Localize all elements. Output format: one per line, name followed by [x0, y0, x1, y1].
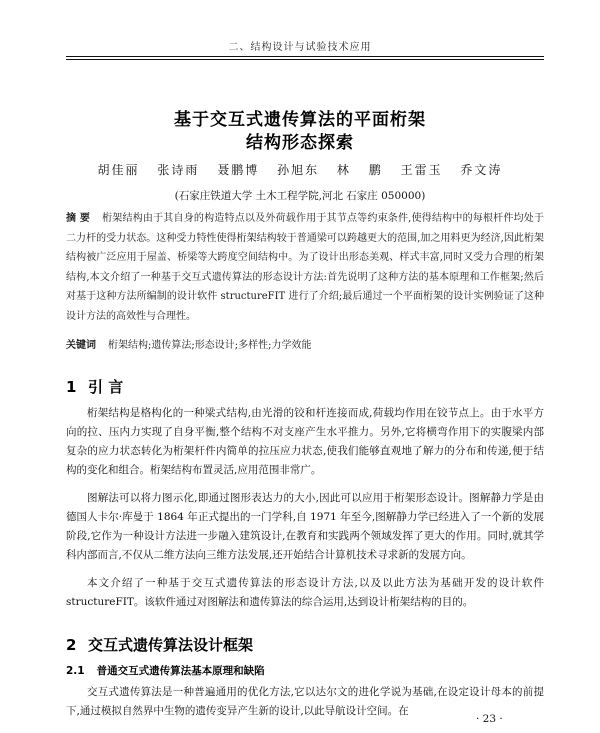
keywords	[66, 336, 544, 351]
running-head: 二、结构设计与试验技术应用	[228, 42, 372, 53]
section-heading-introduction	[66, 376, 123, 397]
section-number: 1	[66, 378, 77, 396]
subsection-number: 2.1	[66, 665, 85, 677]
intro-paragraph-3: 本文介绍了一种基于交互式遗传算法的形态设计方法,以及以此方法为基础开发的设计软件 structureFIT。该软件通过对图解法和遗传算法的综合运用,达到设计桁架结构的目的。	[66, 577, 544, 608]
keywords-label: 关键词	[66, 340, 96, 351]
author: 王雷玉	[400, 163, 443, 177]
section-title: 引 言	[88, 378, 124, 396]
page-number: · 23 ·	[476, 713, 503, 725]
author: 林 鹏	[336, 163, 383, 177]
header-rule	[66, 56, 544, 57]
paper-title-line-2: 结构形态探索	[246, 133, 354, 153]
affiliation: (石家庄铁道大学 土木工程学院,河北 石家庄 050000)	[174, 190, 426, 202]
paper-title-line-1: 基于交互式遗传算法的平面桁架	[174, 110, 426, 130]
section-number: 2	[66, 636, 77, 654]
author: 乔文涛	[460, 163, 503, 177]
abstract-text: 桁架结构由于其自身的构造特点以及外荷载作用于其节点等约束条件,使得结构中的每根杆件均处于二力杆的受力状态。这种受力特性使得桁架结构较于普通梁可以跨越更大的范围,加之用料更为经济,因此桁架结构被广泛应用于屋盖、桥梁等大跨度空间结构中。为了设计出形态美观、样式丰富,同时又受力合理的桁架结构,本文介绍了一种基于交互式遗传算法的形态设计方法:首先说明了这种方法的基本原理和工作框架;然后对基于这种方法所编制的设计软件 structureFIT 进行了介绍;最后通过一个平面桁架的设计实例验证了这种设计方法的高效性与合理性。	[66, 213, 544, 322]
section-heading-framework	[66, 634, 253, 655]
intro-paragraph-1: 桁架结构是格构化的一种梁式结构,由光滑的铰和杆连接而成,荷载均作用在铰节点上。由于水平方向的拉、压内力实现了自身平衡,整个结构不对支座产生水平推力。另外,它将横弯作用下的实腹梁内部复杂的应力状态转化为桁架杆件内简单的拉压应力状态,使我们能够直观地了解力的分布和传递,便于结构的变化和组合。桁架结构布置灵活,应用范围非常广。	[66, 407, 544, 476]
abstract-label: 摘 要	[66, 213, 91, 224]
subsection-title: 普通交互式遗传算法基本原理和缺陷	[96, 665, 265, 677]
author: 张诗雨	[157, 163, 200, 177]
subsection-paragraph: 交互式遗传算法是一种普遍通用的优化方法,它以达尔文的进化学说为基础,在设定设计母本的前提下,通过模拟自然界中生物的遗传变异产生新的设计,以此导航设计空间。在	[66, 686, 544, 717]
intro-paragraph-2: 图解法可以将力图示化,即通过图形表达力的大小,因此可以应用于桁架形态设计。图解静力学是由德国人卡尔·库曼于 1864 年正式提出的一门学科,自 1971 年至今,图解静力学已经进入了一个新的发展阶段,它作为一种设计方法进一步融入建筑设计,在教育和实践两个领域发挥了更大的作用。同时,就其学科内部而言,不仅从二维方法向三维方法发展,还开始结合计算机技术寻求新的发展方向。	[66, 492, 544, 561]
section-title: 交互式遗传算法设计框架	[88, 636, 254, 654]
author: 孙旭东	[277, 163, 320, 177]
abstract	[66, 209, 544, 326]
subsection-heading	[66, 663, 265, 678]
header-rule-double	[66, 59, 544, 60]
author: 胡佳丽	[97, 163, 140, 177]
author: 聂鹏博	[217, 163, 260, 177]
author-list	[0, 161, 600, 178]
keywords-text: 桁架结构;遗传算法;形态设计;多样性;力学效能	[108, 340, 312, 351]
